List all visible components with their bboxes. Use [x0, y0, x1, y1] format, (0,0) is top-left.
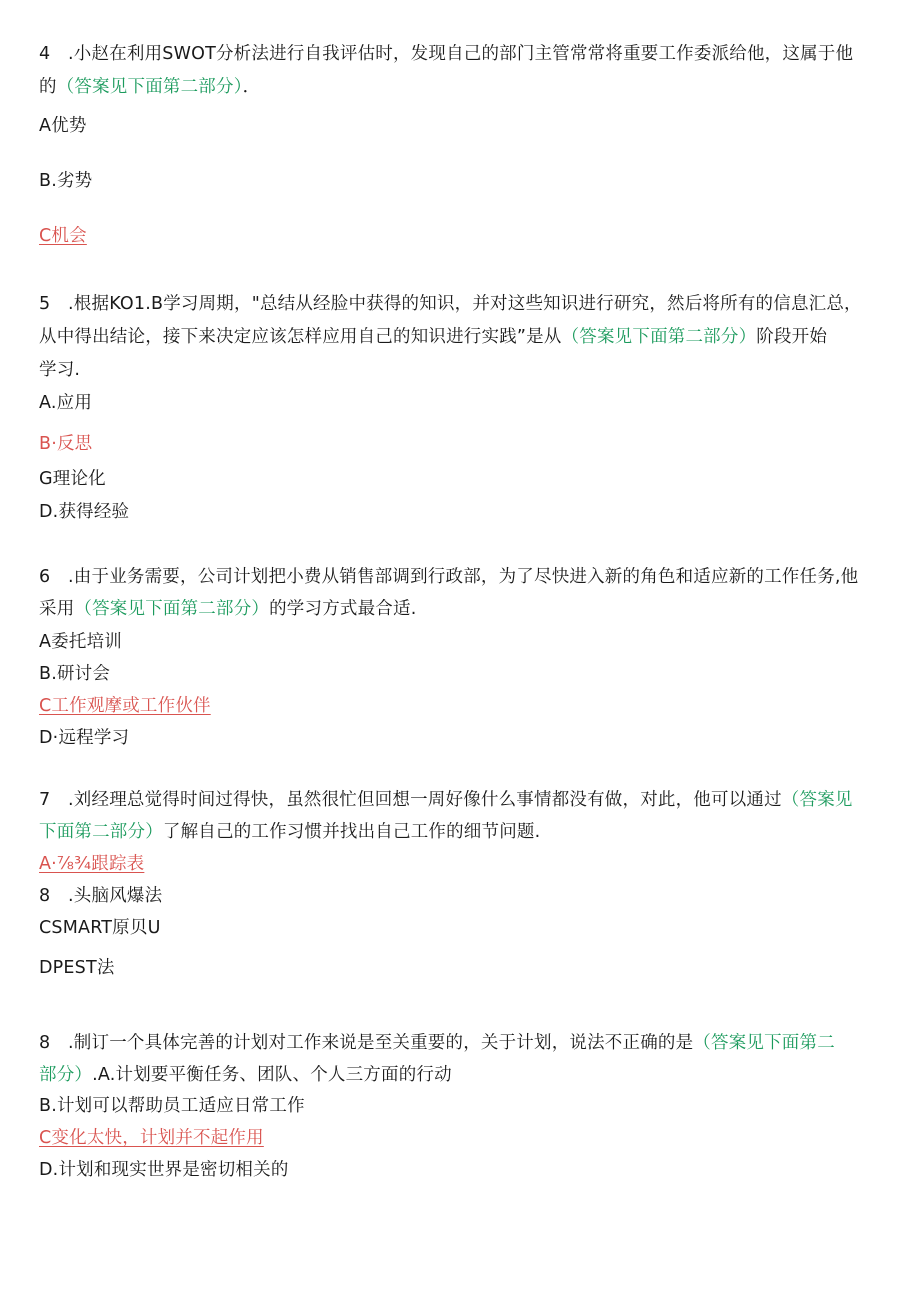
- q6-answer-note: （答案见下面第二部分）: [74, 599, 270, 619]
- q5-stem-post: 阶段开始: [756, 327, 828, 347]
- q5-stem-pre: 从中得出结论，接下来决定应该怎样应用自己的知识进行实践”是从: [39, 327, 562, 347]
- q5-option-a: A.应用: [39, 393, 93, 413]
- q4-stem-line2: [39, 75, 260, 99]
- q7-stem-pre: 7 .刘经理总觉得时间过得快，虽然很忙但回想一周好像什么事情都没有做，对此，他可以通过: [39, 790, 782, 810]
- q8-stem-post: .A.计划要平衡任务、团队、个人三方面的行动: [92, 1065, 452, 1085]
- q4-option-a: A优势: [39, 116, 87, 136]
- q6-option-b: B.研讨会: [39, 664, 111, 684]
- q8-stem-line1: [39, 1031, 835, 1055]
- q6-option-d: D·远程学习: [39, 728, 130, 748]
- q4-option-c-correct: C机会: [39, 226, 87, 246]
- q4-stem-pre: 的: [39, 77, 57, 97]
- q7-stem-post: 了解自己的工作习惯并找出自己工作的细节问题.: [162, 822, 541, 842]
- q7-option-b: 8 .头脑风爆法: [39, 886, 163, 906]
- q5-option-c: G理论化: [39, 469, 106, 489]
- q8-stem-pre: 8 .制订一个具体完善的计划对工作来说是至关重要的，关于计划，说法不正确的是: [39, 1033, 694, 1053]
- q5-stem-line3: 学习.: [39, 360, 81, 380]
- q5-stem-line2: [39, 325, 827, 349]
- q8-stem-line2: [39, 1063, 452, 1087]
- q8-answer-note-part2: 部分）: [39, 1065, 93, 1085]
- q8-answer-note-part1: （答案见下面第二: [693, 1033, 835, 1053]
- q6-stem-line1: 6 .由于业务需要，公司计划把小费从销售部调到行政部，为了尽快进入新的角色和适应新的工作任务,他: [39, 567, 859, 587]
- q7-answer-note-part2: 下面第二部分）: [39, 822, 163, 842]
- q7-option-d: DPEST法: [39, 958, 115, 978]
- q5-option-d: D.获得经验: [39, 502, 130, 522]
- q5-option-b-correct: B·反思: [39, 434, 93, 454]
- q6-option-a: A委托培训: [39, 632, 122, 652]
- q4-option-b: B.劣势: [39, 171, 93, 191]
- q6-option-c-correct: C工作观摩或工作伙伴: [39, 696, 211, 716]
- q4-stem-line1: 4 .小赵在利用SWOT分析法进行自我评估时，发现自己的部门主管常常将重要工作委派给他，这属于他: [39, 44, 854, 64]
- q5-stem-line1: 5 .根据KO1.B学习周期，"总结从经脸中获得的知识，并对这些知识进行研究，然后将所有的信息汇总，: [39, 294, 862, 314]
- q6-stem-pre: 采用: [39, 599, 75, 619]
- q8-option-c-correct: C变化太快，计划并不起作用: [39, 1128, 264, 1148]
- q4-answer-note: （答案见下面第二部分）: [56, 77, 243, 97]
- q8-option-b: B.计划可以帮助员工适应日常工作: [39, 1096, 305, 1116]
- q7-option-c: CSMART原贝U: [39, 918, 161, 938]
- q4-stem-post: ．: [242, 77, 261, 97]
- q6-stem-line2: [39, 597, 416, 621]
- q8-option-d: D.计划和现实世界是密切相关的: [39, 1160, 289, 1180]
- q5-answer-note: （答案见下面第二部分）: [561, 327, 757, 347]
- q6-stem-post: 的学习方式最合适.: [269, 599, 417, 619]
- q7-stem-line2: [39, 820, 540, 844]
- q7-answer-note-part1: （答案见: [781, 790, 853, 810]
- q7-option-a-correct: A·⅞¾跟踪表: [39, 854, 145, 874]
- q7-stem-line1: [39, 788, 853, 812]
